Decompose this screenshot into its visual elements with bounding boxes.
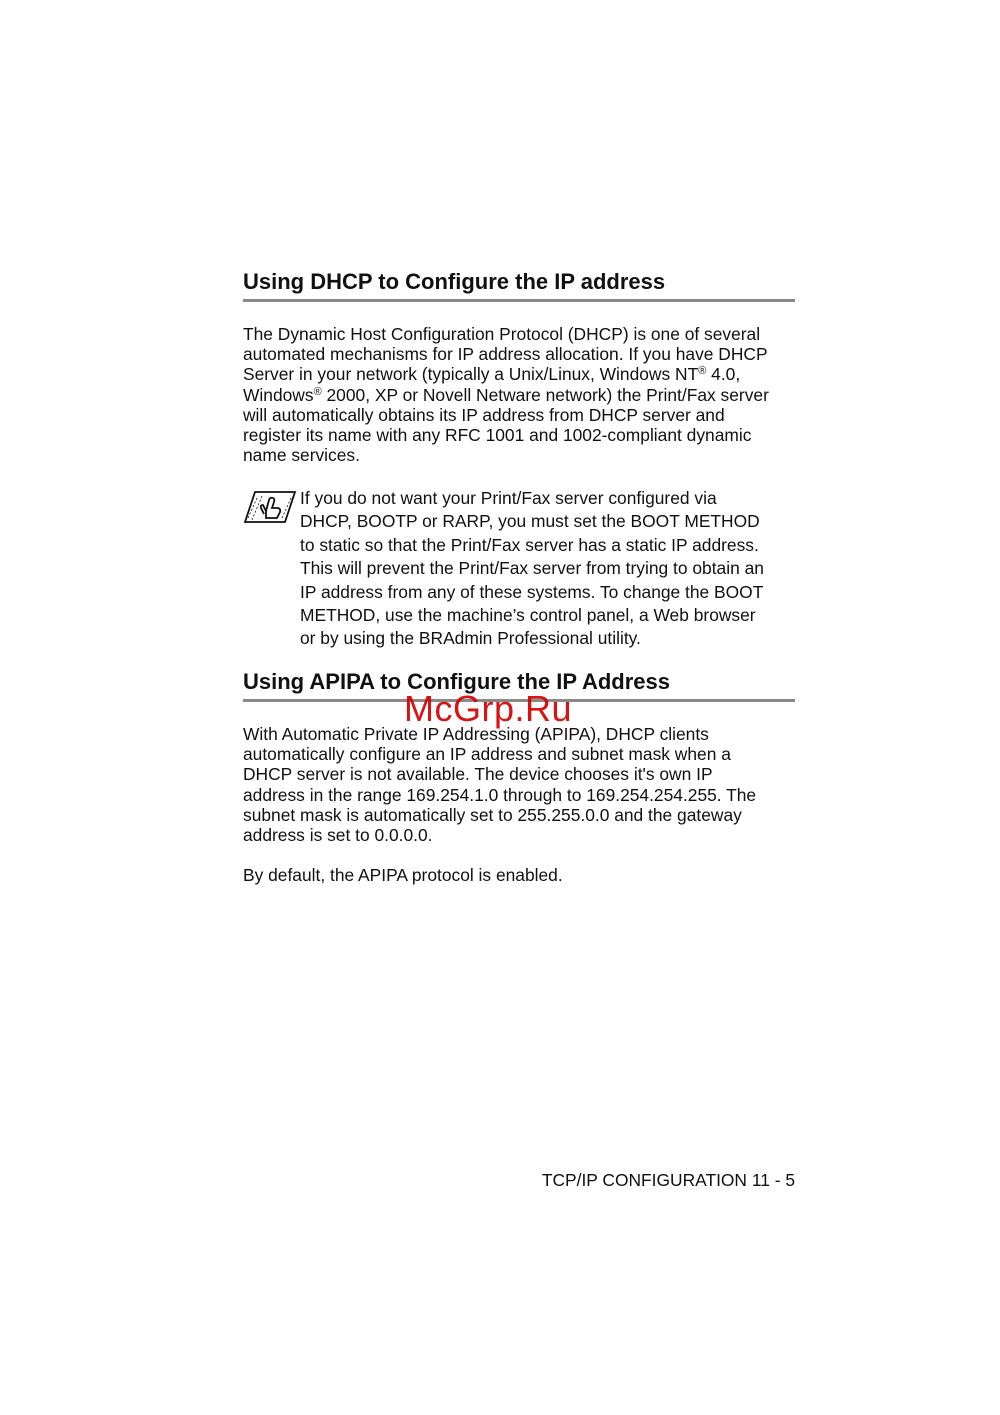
text-fragment: Windows	[243, 384, 314, 405]
note-hand-pointer-icon	[242, 488, 298, 526]
note-block	[300, 487, 810, 651]
text-line: register its name with any RFC 1001 and 1002-compliant dynamic	[243, 425, 752, 446]
text-line	[243, 385, 803, 405]
watermark-logo: McGrp.Ru	[404, 688, 573, 729]
text-line: name services.	[243, 445, 360, 466]
note-line: or by using the BRAdmin Professional utility.	[300, 628, 641, 649]
text-line: subnet mask is automatically set to 255.255.0.0 and the gateway	[243, 804, 742, 825]
section-heading-dhcp: Using DHCP to Configure the IP address	[243, 269, 666, 294]
text-line: address in the range 169.254.1.0 through to 169.254.254.255. The	[243, 784, 757, 805]
text-line: address is set to 0.0.0.0.	[243, 825, 433, 846]
text-line: automated mechanisms for IP address allocation. If you have DHCP	[243, 344, 768, 365]
text-line: With Automatic Private IP Addressing (APIPA), DHCP clients	[243, 724, 709, 744]
text-line: will automatically obtains its IP address from DHCP server and	[243, 404, 725, 425]
dhcp-paragraph	[243, 324, 803, 465]
text-fragment: 2000, XP or Novell Netware network) the Print/Fax server	[321, 384, 769, 405]
heading-rule	[243, 299, 795, 302]
note-line: If you do not want your Print/Fax server configured via	[300, 488, 717, 508]
note-line: DHCP, BOOTP or RARP, you must set the BOOT METHOD	[300, 511, 760, 532]
text-fragment: Server in your network (typically a Unix/Linux, Windows NT	[243, 364, 699, 385]
note-line: METHOD, use the machine’s control panel, a Web browser	[300, 605, 756, 626]
page-footer: TCP/IP CONFIGURATION 11 - 5	[541, 1170, 795, 1190]
text-line: DHCP server is not available. The device chooses it's own IP	[243, 764, 713, 785]
registered-mark: ®	[313, 385, 322, 398]
text-line: automatically configure an IP address and subnet mask when a	[243, 744, 731, 765]
text-line	[243, 364, 803, 384]
text-fragment: 4.0,	[706, 364, 741, 385]
section-heading-apipa: Using APIPA to Configure the IP Address	[243, 669, 671, 694]
note-line: IP address from any of these systems. To change the BOOT	[300, 581, 764, 602]
registered-mark: ®	[698, 365, 707, 378]
note-line: This will prevent the Print/Fax server from trying to obtain an	[300, 558, 764, 579]
apipa-default-paragraph: By default, the APIPA protocol is enabled.	[243, 865, 563, 885]
text-line: The Dynamic Host Configuration Protocol (DHCP) is one of several	[243, 324, 761, 344]
note-line: to static so that the Print/Fax server has a static IP address.	[300, 534, 759, 555]
apipa-paragraph	[243, 724, 803, 845]
